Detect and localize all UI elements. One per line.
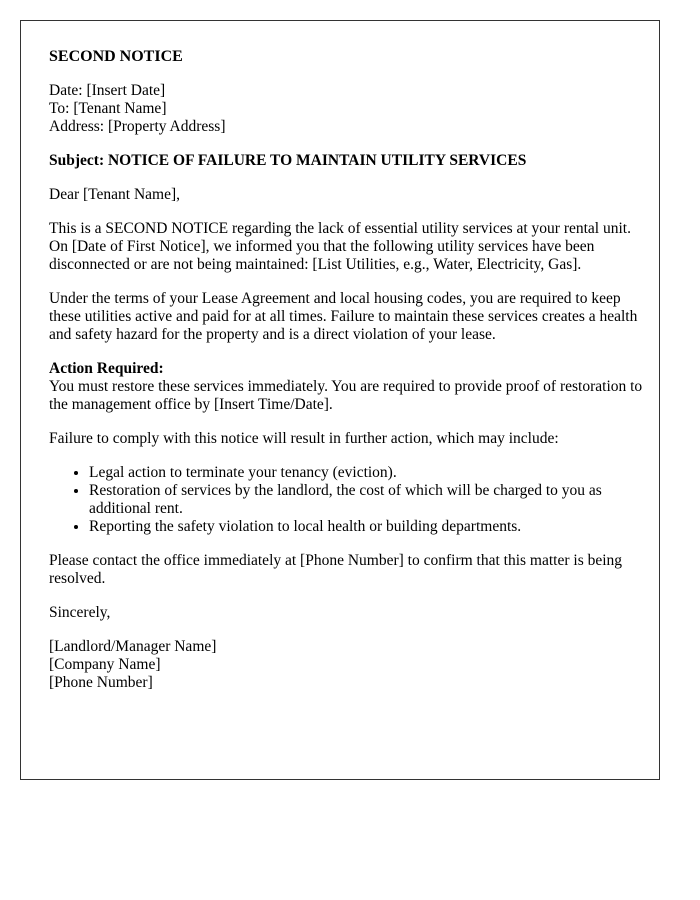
notice-title: SECOND NOTICE bbox=[49, 48, 183, 65]
date-line: Date: [Insert Date] bbox=[49, 82, 166, 99]
signature-block bbox=[49, 638, 649, 692]
consequence-intro: Failure to comply with this notice will result in further action, which may include: bbox=[49, 430, 559, 447]
subject-label: Subject: bbox=[49, 152, 105, 169]
consequence-list bbox=[49, 464, 649, 536]
signer-phone: [Phone Number] bbox=[49, 674, 153, 691]
subject-line bbox=[49, 152, 649, 170]
list-item: • Reporting the safety violation to local health or building departments. bbox=[89, 518, 649, 536]
signer-company: [Company Name] bbox=[49, 656, 161, 673]
notice-content bbox=[49, 48, 649, 692]
list-item: • Restoration of services by the landlord, the cost of which will be charged to you as additional rent. bbox=[89, 482, 649, 518]
notice-page bbox=[20, 20, 660, 780]
header-details bbox=[49, 82, 649, 136]
contact-paragraph: Please contact the office immediately at [Phone Number] to confirm that this matter is being resolved. bbox=[49, 552, 623, 587]
action-required-section bbox=[49, 360, 649, 414]
salutation: Dear [Tenant Name], bbox=[49, 186, 181, 203]
lease-terms-paragraph: Under the terms of your Lease Agreement and local housing codes, you are required to keep these utilities active and paid for at all times. Failure to maintain these services creates a health and safety hazard for the property and is a direct violation of your lease. bbox=[49, 290, 638, 343]
subject-text: NOTICE OF FAILURE TO MAINTAIN UTILITY SERVICES bbox=[107, 152, 527, 169]
intro-paragraph: This is a SECOND NOTICE regarding the lack of essential utility services at your rental unit. On [Date of First Notice], we informed you that the following utility services have been disconnected or are not being maintained: [List Utilities, e.g., Water, Electricity, Gas]. bbox=[49, 220, 631, 273]
list-item: • Legal action to terminate your tenancy (eviction). bbox=[89, 464, 649, 482]
closing: Sincerely, bbox=[49, 604, 111, 621]
recipient-line: To: [Tenant Name] bbox=[49, 100, 167, 117]
action-required-text: You must restore these services immediately. You are required to provide proof of restoration to the management office by [Insert Time/Date]. bbox=[49, 378, 643, 413]
action-required-heading: Action Required: bbox=[49, 360, 164, 377]
signer-name: [Landlord/Manager Name] bbox=[49, 638, 217, 655]
address-line: Address: [Property Address] bbox=[49, 118, 226, 135]
